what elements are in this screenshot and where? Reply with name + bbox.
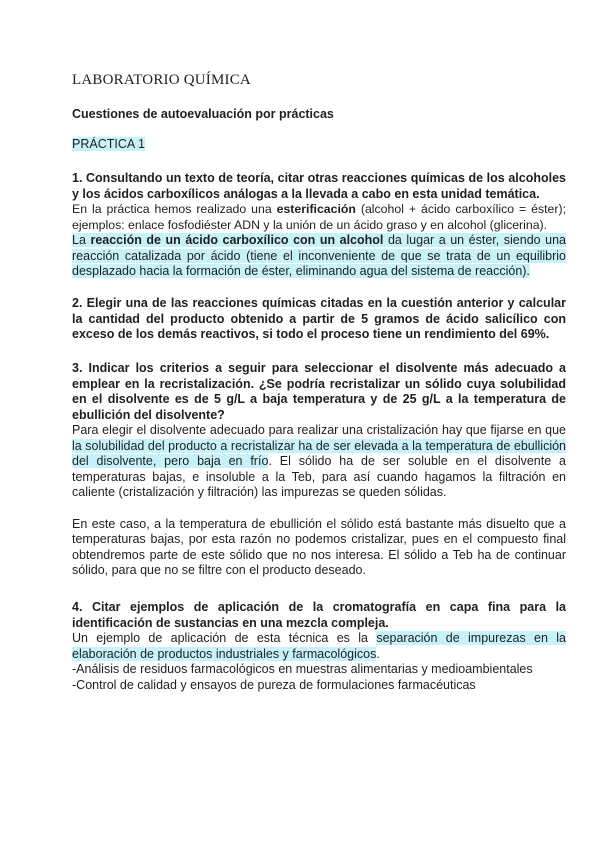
- answer-1-hl-bold: reacción de un ácido carboxílico con un alcohol: [90, 233, 384, 247]
- answer-3-text-2: . El sólido ha de ser soluble en el disolvente a temperaturas bajas, e insoluble a la Teb, para así cuando hagamos la filtración en caliente (cristalización y filtración) las impurezas se queden sólidas.: [72, 454, 566, 499]
- answer-1-text: En la práctica hemos realizado una: [72, 202, 277, 216]
- section-heading-text: PRÁCTICA 1: [72, 137, 145, 151]
- answer-1-paragraph-1: [72, 202, 566, 233]
- answer-3-text: Para elegir el disolvente adecuado para realizar una cristalización hay que fijarse en que: [72, 423, 566, 437]
- answer-4-highlight: separación de impurezas en la elaboración de productos industriales y farmacológicos: [72, 631, 566, 661]
- question-1: 1. Consultando un texto de teoría, citar otras reacciones químicas de los alcoholes y los ácidos carboxílicos análogas a la llevada a cabo en esta unidad temática.: [72, 171, 566, 201]
- answer-4-text-2: .: [376, 646, 380, 661]
- question-2: 2. Elegir una de las reacciones químicas citadas en la cuestión anterior y calcular la cantidad del producto obtenido a partir de 5 gramos de ácido salicílico con exceso de los demás reactivos, si todo el proceso tiene un rendimiento del 69%.: [72, 296, 566, 341]
- answer-3-paragraph-1: [72, 423, 566, 501]
- question-1-block: [72, 171, 566, 280]
- question-4-block: [72, 600, 566, 693]
- page-subtitle: Cuestiones de autoevaluación por prácticas: [72, 107, 334, 121]
- answer-4-text: Un ejemplo de aplicación de esta técnica es la: [72, 631, 377, 645]
- question-4: 4. Citar ejemplos de aplicación de la cromatografía en capa fina para la identificación de sustancias en una mezcla compleja.: [72, 600, 566, 630]
- section-heading: [72, 137, 145, 151]
- answer-1-hl-post: da lugar a un éster, siendo una reacción catalizada por ácido (tiene el inconveniente de que se trata de un equilibrio desplazado hacia la formación de éster, eliminando agua del sistema de reacción).: [72, 233, 566, 278]
- question-3-block: [72, 361, 566, 579]
- answer-3-highlight: la solubilidad del producto a recristalizar ha de ser elevada a la temperatura de ebullición del disolvente, pero baja en frío: [72, 438, 566, 468]
- answer-1-highlight: [72, 233, 566, 278]
- page-title: LABORATORIO QUÍMICA: [72, 72, 251, 88]
- answer-4-list-item-2: -Control de calidad y ensayos de pureza de formulaciones farmacéuticas: [72, 677, 476, 692]
- answer-4-list-item-1: -Análisis de residuos farmacológicos en muestras alimentarias y medioambientales: [72, 662, 533, 676]
- question-2-block: [72, 296, 566, 343]
- answer-4-paragraph-1: [72, 631, 566, 662]
- question-3: 3. Indicar los criterios a seguir para seleccionar el disolvente más adecuado a emplear en la recristalización. ¿Se podría recristalizar un sólido cuya solubilidad en el disolvente es de 5 g/L a baja temperatura y de 25 g/L a la temperatura de ebullición del disolvente?: [72, 361, 566, 422]
- answer-3-paragraph-2: En este caso, a la temperatura de ebullición el sólido está bastante más disuelto que a temperaturas bajas, por esta razón no podemos cristalizar, pues en el compuesto final obtendremos parte de este sólido que no nos interesa. El sólido a Teb ha de continuar sólido, para que no se filtre con el producto deseado.: [72, 516, 566, 577]
- answer-1-text-2: (alcohol + ácido carboxílico = éster); ejemplos: enlace fosfodiéster ADN y la unión de un ácido graso y en alcohol (glicerina).: [72, 202, 566, 232]
- answer-1-hl-pre: La: [72, 233, 91, 247]
- answer-1-bold: esterificación: [276, 202, 356, 216]
- answer-1-paragraph-2: [72, 233, 566, 280]
